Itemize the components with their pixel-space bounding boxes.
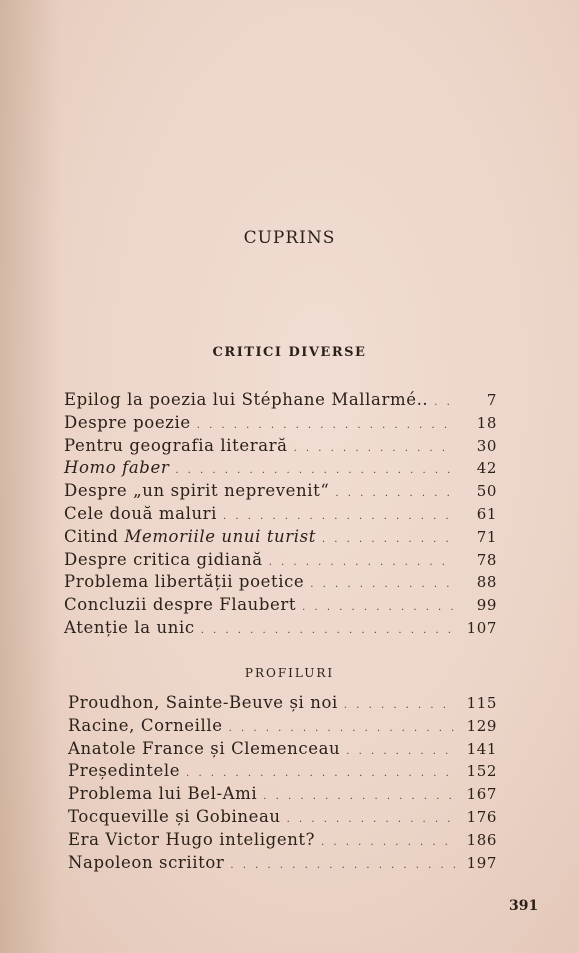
dot-leader [230, 860, 455, 871]
toc-entry-title: Președintele [68, 761, 181, 781]
toc-entry-page: 50 [476, 482, 497, 501]
toc-entry-page: 78 [476, 550, 497, 569]
dot-leader [201, 625, 455, 636]
section-heading-critici: CRITICI DIVERSE [212, 345, 367, 360]
toc-entry-title: Problema lui Bel-Ami [68, 784, 258, 804]
toc-entry [64, 481, 497, 504]
contents-title: CUPRINS [243, 228, 336, 248]
dot-leader [310, 579, 455, 590]
dot-leader [229, 723, 455, 734]
toc-entry-page: 197 [466, 853, 497, 872]
toc-entry-title: Proudhon, Sainte-Beuve și noi [68, 693, 338, 712]
toc-entry [68, 693, 497, 716]
toc-entry-title: Anatole France și Clemenceau [68, 738, 341, 758]
toc-entry-title: Racine, Corneille [68, 715, 223, 735]
dot-leader [263, 791, 455, 802]
toc-entry [64, 436, 497, 459]
toc-list-critici [64, 390, 497, 641]
toc-entry-page: 71 [476, 527, 497, 546]
dot-leader [302, 602, 455, 613]
toc-entry-page: 176 [466, 807, 497, 826]
toc-entry [64, 595, 497, 618]
toc-entry-title: Despre critica gidiană [64, 549, 263, 569]
toc-entry-page: 141 [466, 739, 497, 758]
toc-entry [64, 618, 497, 641]
dot-leader [186, 768, 455, 779]
dot-leader [344, 700, 455, 711]
dot-leader [335, 488, 455, 499]
toc-entry-title: Napoleon scriitor [68, 852, 225, 872]
toc-entry-title: Pentru geografia literară [64, 435, 288, 455]
toc-entry-title: Cele două maluri [64, 503, 218, 523]
toc-entry-title: Tocqueville și Gobineau [68, 806, 281, 826]
dot-leader [175, 465, 455, 476]
toc-entry-title: Concluzii despre Flaubert [64, 595, 297, 615]
toc-entry [64, 458, 497, 481]
toc-list-profiluri [68, 693, 497, 875]
toc-entry [64, 527, 497, 550]
toc-entry [68, 784, 497, 807]
toc-entry [68, 807, 497, 830]
toc-entry-title: Epilog la poezia lui Stéphane Mallarmé.. [64, 390, 429, 409]
toc-entry [64, 504, 497, 527]
toc-entry-page: 152 [466, 762, 497, 781]
toc-entry-title: Era Victor Hugo inteligent? [68, 829, 316, 849]
toc-entry-title [64, 527, 316, 546]
toc-entry-title: Atenție la unic [64, 617, 195, 637]
dot-leader [434, 397, 455, 408]
dot-leader [287, 814, 455, 825]
toc-entry [64, 550, 497, 573]
toc-entry-page: 129 [466, 716, 497, 735]
toc-entry [64, 413, 497, 436]
toc-entry-page: 18 [476, 413, 497, 432]
section-heading-profiluri: PROFILURI [244, 666, 335, 680]
toc-entry-title-prefix: Citind [64, 526, 125, 546]
toc-entry-page: 88 [476, 573, 497, 592]
toc-entry-title-italic: Memoriile unui turist [124, 526, 316, 546]
dot-leader [223, 511, 455, 522]
toc-entry-page: 99 [476, 596, 497, 615]
toc-entry-page: 61 [476, 504, 497, 523]
dot-leader [269, 557, 455, 568]
toc-entry-page: 107 [466, 618, 497, 637]
dot-leader [294, 443, 455, 454]
dot-leader [197, 420, 455, 431]
toc-entry [68, 761, 497, 784]
toc-entry [68, 716, 497, 739]
toc-entry-title: Despre „un spirit neprevenit“ [64, 481, 330, 501]
toc-entry-page: 186 [466, 830, 497, 849]
dot-leader [321, 837, 455, 848]
toc-entry [68, 739, 497, 762]
toc-entry-page: 7 [486, 391, 497, 409]
toc-entry [64, 572, 497, 595]
dot-leader [322, 534, 455, 545]
toc-entry-page: 42 [476, 459, 497, 478]
page-number: 391 [509, 898, 539, 914]
toc-entry-title: Despre poezie [64, 412, 191, 432]
toc-entry [68, 853, 497, 876]
toc-entry-page: 30 [476, 436, 497, 455]
toc-entry-page: 115 [466, 694, 497, 712]
toc-entry [68, 830, 497, 853]
toc-entry-title: Homo faber [64, 458, 170, 478]
toc-entry-title: Problema libertății poetice [64, 572, 305, 592]
toc-entry-page: 167 [466, 785, 497, 804]
toc-entry [64, 390, 497, 413]
dot-leader [346, 746, 455, 757]
